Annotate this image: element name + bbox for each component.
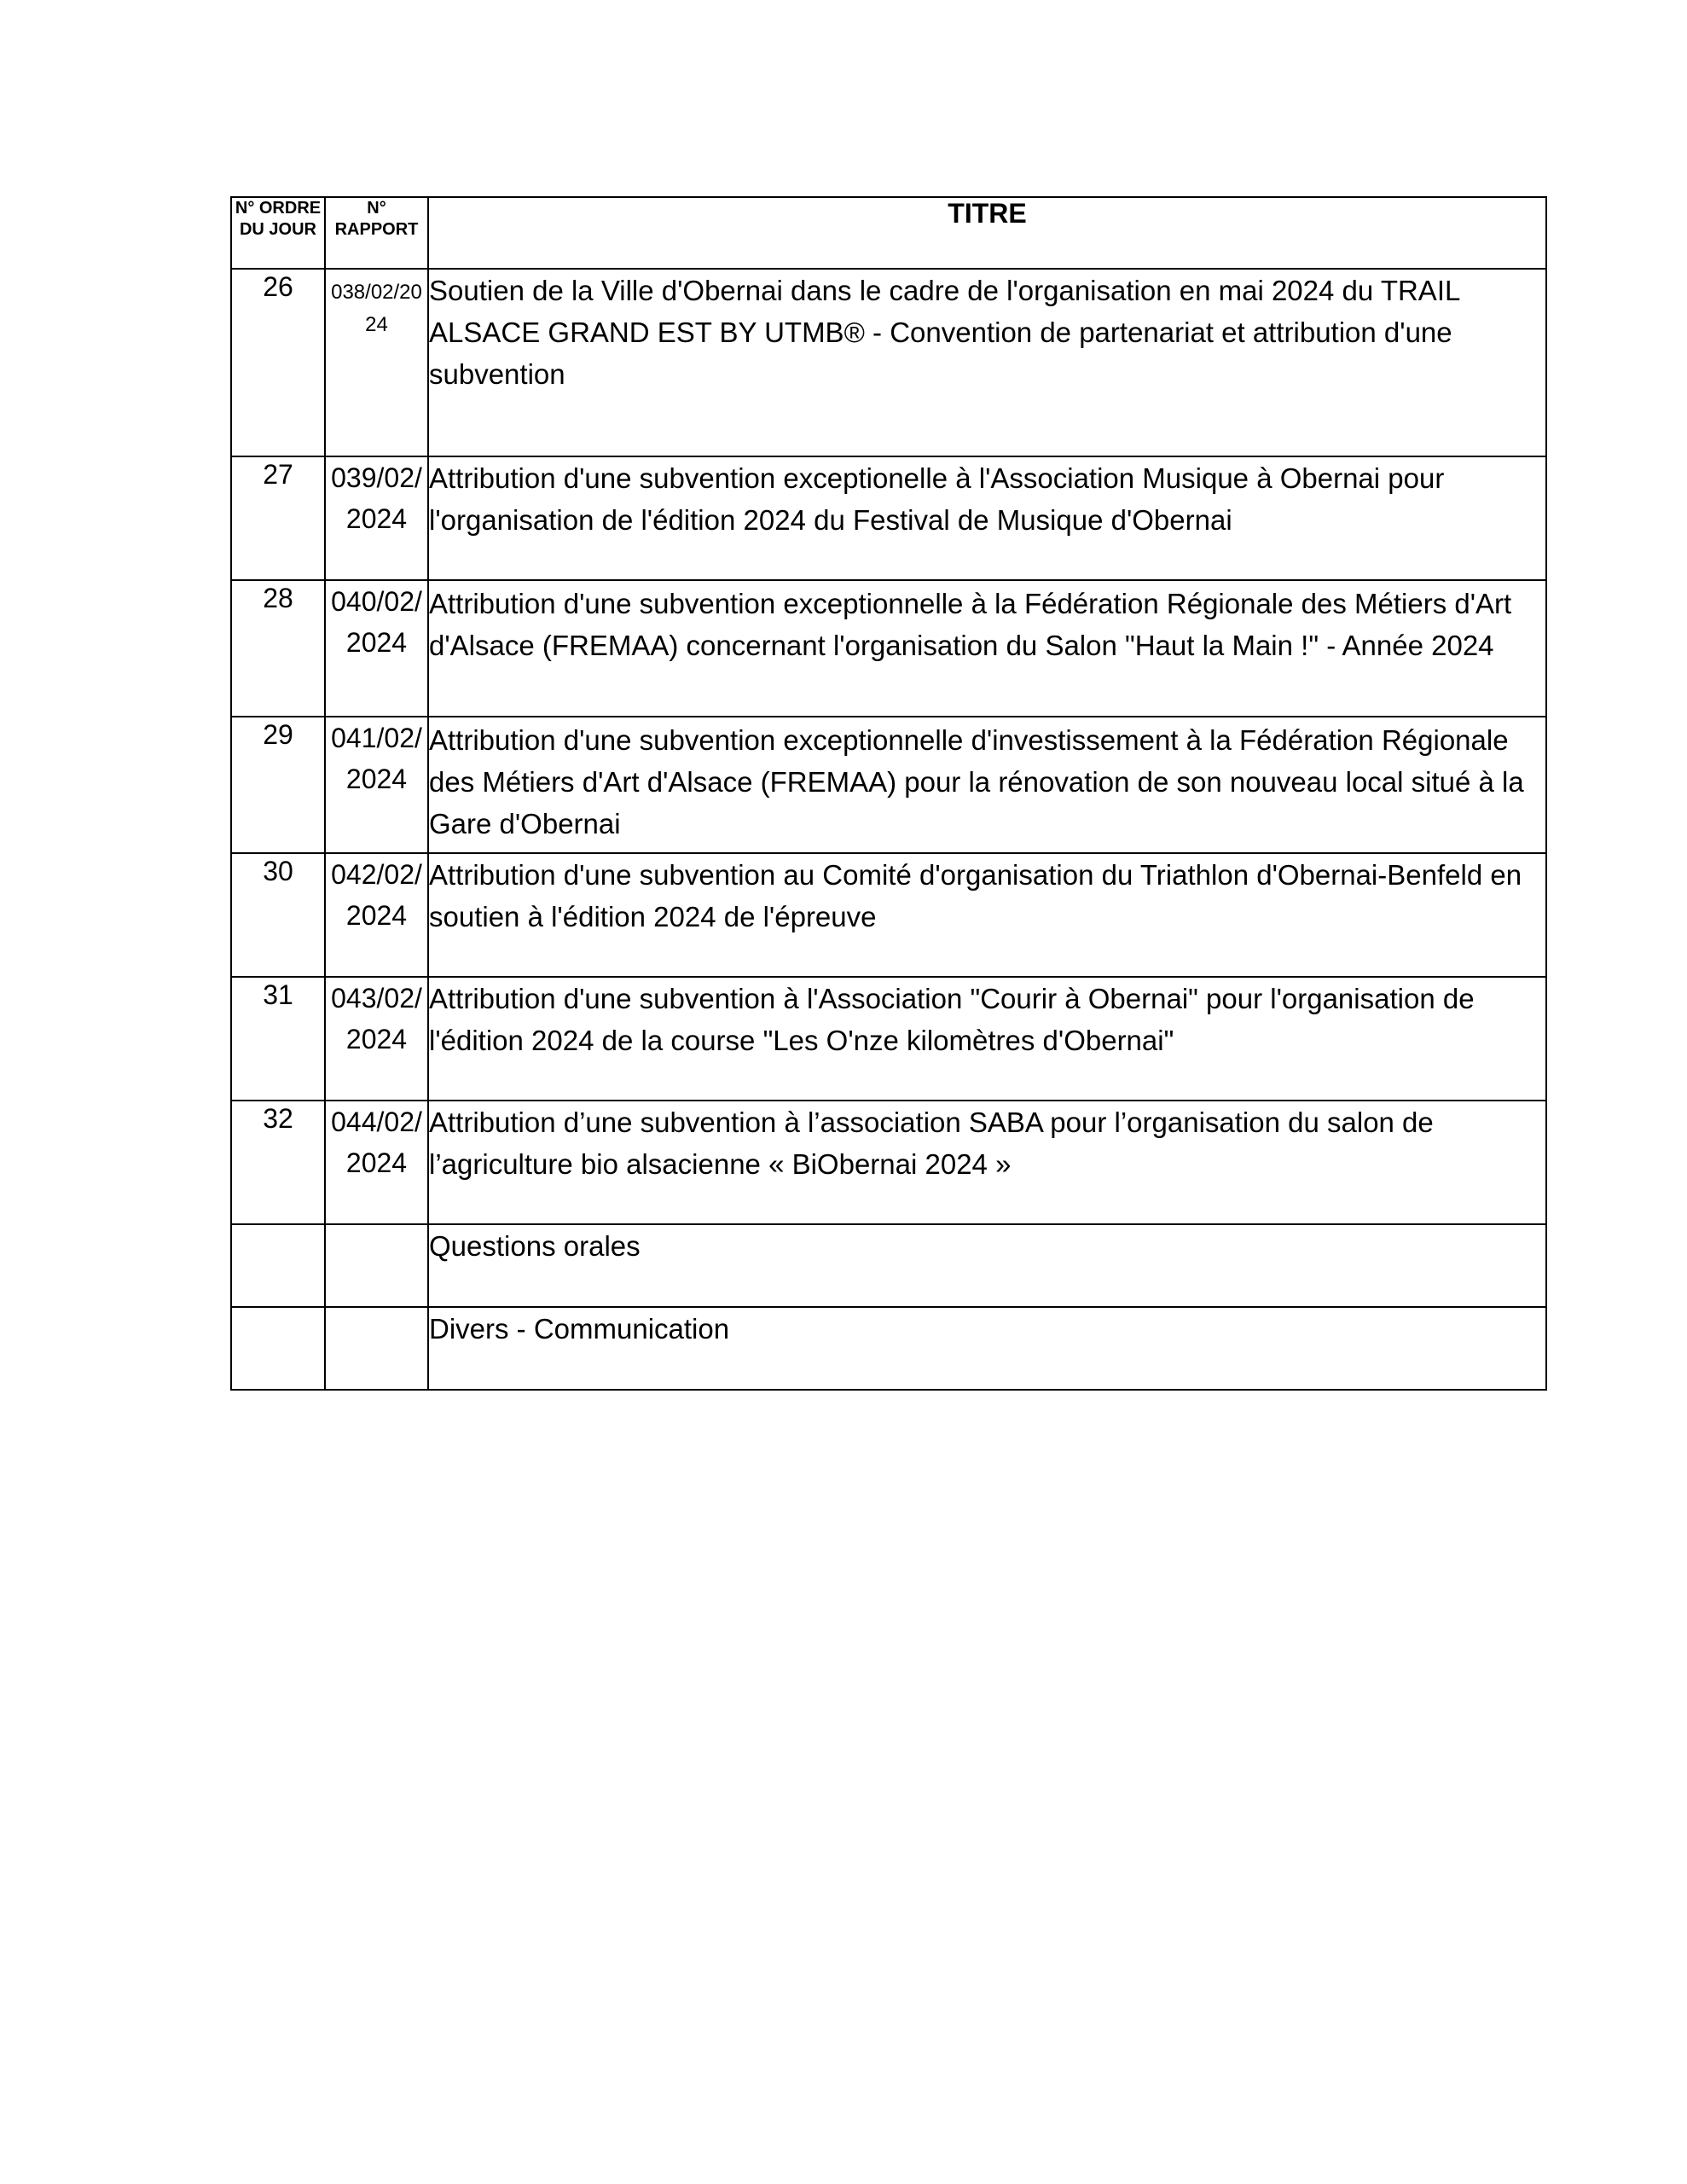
row-report: 039/02/2024 — [325, 456, 428, 580]
table-header-row — [231, 197, 1546, 269]
row-title: Soutien de la Ville d'Obernai dans le cadre de l'organisation en mai 2024 du TRAIL ALSACE GRAND EST BY UTMB® - Convention de partenariat et attribution d'une subvention — [428, 269, 1546, 456]
table-row — [231, 1224, 1546, 1307]
row-title: Attribution d'une subvention exceptionnelle d'investissement à la Fédération Régionale des Métiers d'Art d'Alsace (FREMAA) pour la rénovation de son nouveau local situé à la Gare d'Obernai — [428, 717, 1546, 853]
row-title: Attribution d'une subvention à l'Association "Courir à Obernai" pour l'organisation de l'édition 2024 de la course "Les O'nze kilomètres d'Obernai" — [428, 977, 1546, 1101]
header-title: TITRE — [428, 197, 1546, 269]
row-order: 26 — [231, 269, 325, 456]
row-order — [231, 1224, 325, 1307]
row-title: Attribution d’une subvention à l’association SABA pour l’organisation du salon de l’agriculture bio alsacienne « BiObernai 2024 » — [428, 1101, 1546, 1224]
row-order: 32 — [231, 1101, 325, 1224]
row-report: 038/02/2024 — [325, 269, 428, 456]
row-order: 28 — [231, 580, 325, 717]
row-title: Attribution d'une subvention exceptionelle à l'Association Musique à Obernai pour l'organisation de l'édition 2024 du Festival de Musique d'Obernai — [428, 456, 1546, 580]
row-report: 042/02/2024 — [325, 853, 428, 977]
table-row — [231, 853, 1546, 977]
row-title: Attribution d'une subvention exceptionnelle à la Fédération Régionale des Métiers d'Art d'Alsace (FREMAA) concernant l'organisation du Salon "Haut la Main !" - Année 2024 — [428, 580, 1546, 717]
row-report: 043/02/2024 — [325, 977, 428, 1101]
row-order — [231, 1307, 325, 1390]
row-title: Attribution d'une subvention au Comité d'organisation du Triathlon d'Obernai-Benfeld en soutien à l'édition 2024 de l'épreuve — [428, 853, 1546, 977]
table-row — [231, 717, 1546, 853]
row-report: 041/02/2024 — [325, 717, 428, 853]
table-row — [231, 977, 1546, 1101]
table-row — [231, 580, 1546, 717]
agenda-table — [230, 196, 1547, 1391]
table-row — [231, 269, 1546, 456]
row-report — [325, 1307, 428, 1390]
row-order: 29 — [231, 717, 325, 853]
row-report — [325, 1224, 428, 1307]
row-report: 040/02/2024 — [325, 580, 428, 717]
row-order: 27 — [231, 456, 325, 580]
row-report: 044/02/2024 — [325, 1101, 428, 1224]
row-title: Questions orales — [428, 1224, 1546, 1307]
table-row — [231, 1101, 1546, 1224]
header-report: N° RAPPORT — [325, 197, 428, 269]
row-order: 30 — [231, 853, 325, 977]
header-order: N° ORDRE DU JOUR — [231, 197, 325, 269]
table-row — [231, 1307, 1546, 1390]
table-row — [231, 456, 1546, 580]
row-title: Divers - Communication — [428, 1307, 1546, 1390]
row-order: 31 — [231, 977, 325, 1101]
